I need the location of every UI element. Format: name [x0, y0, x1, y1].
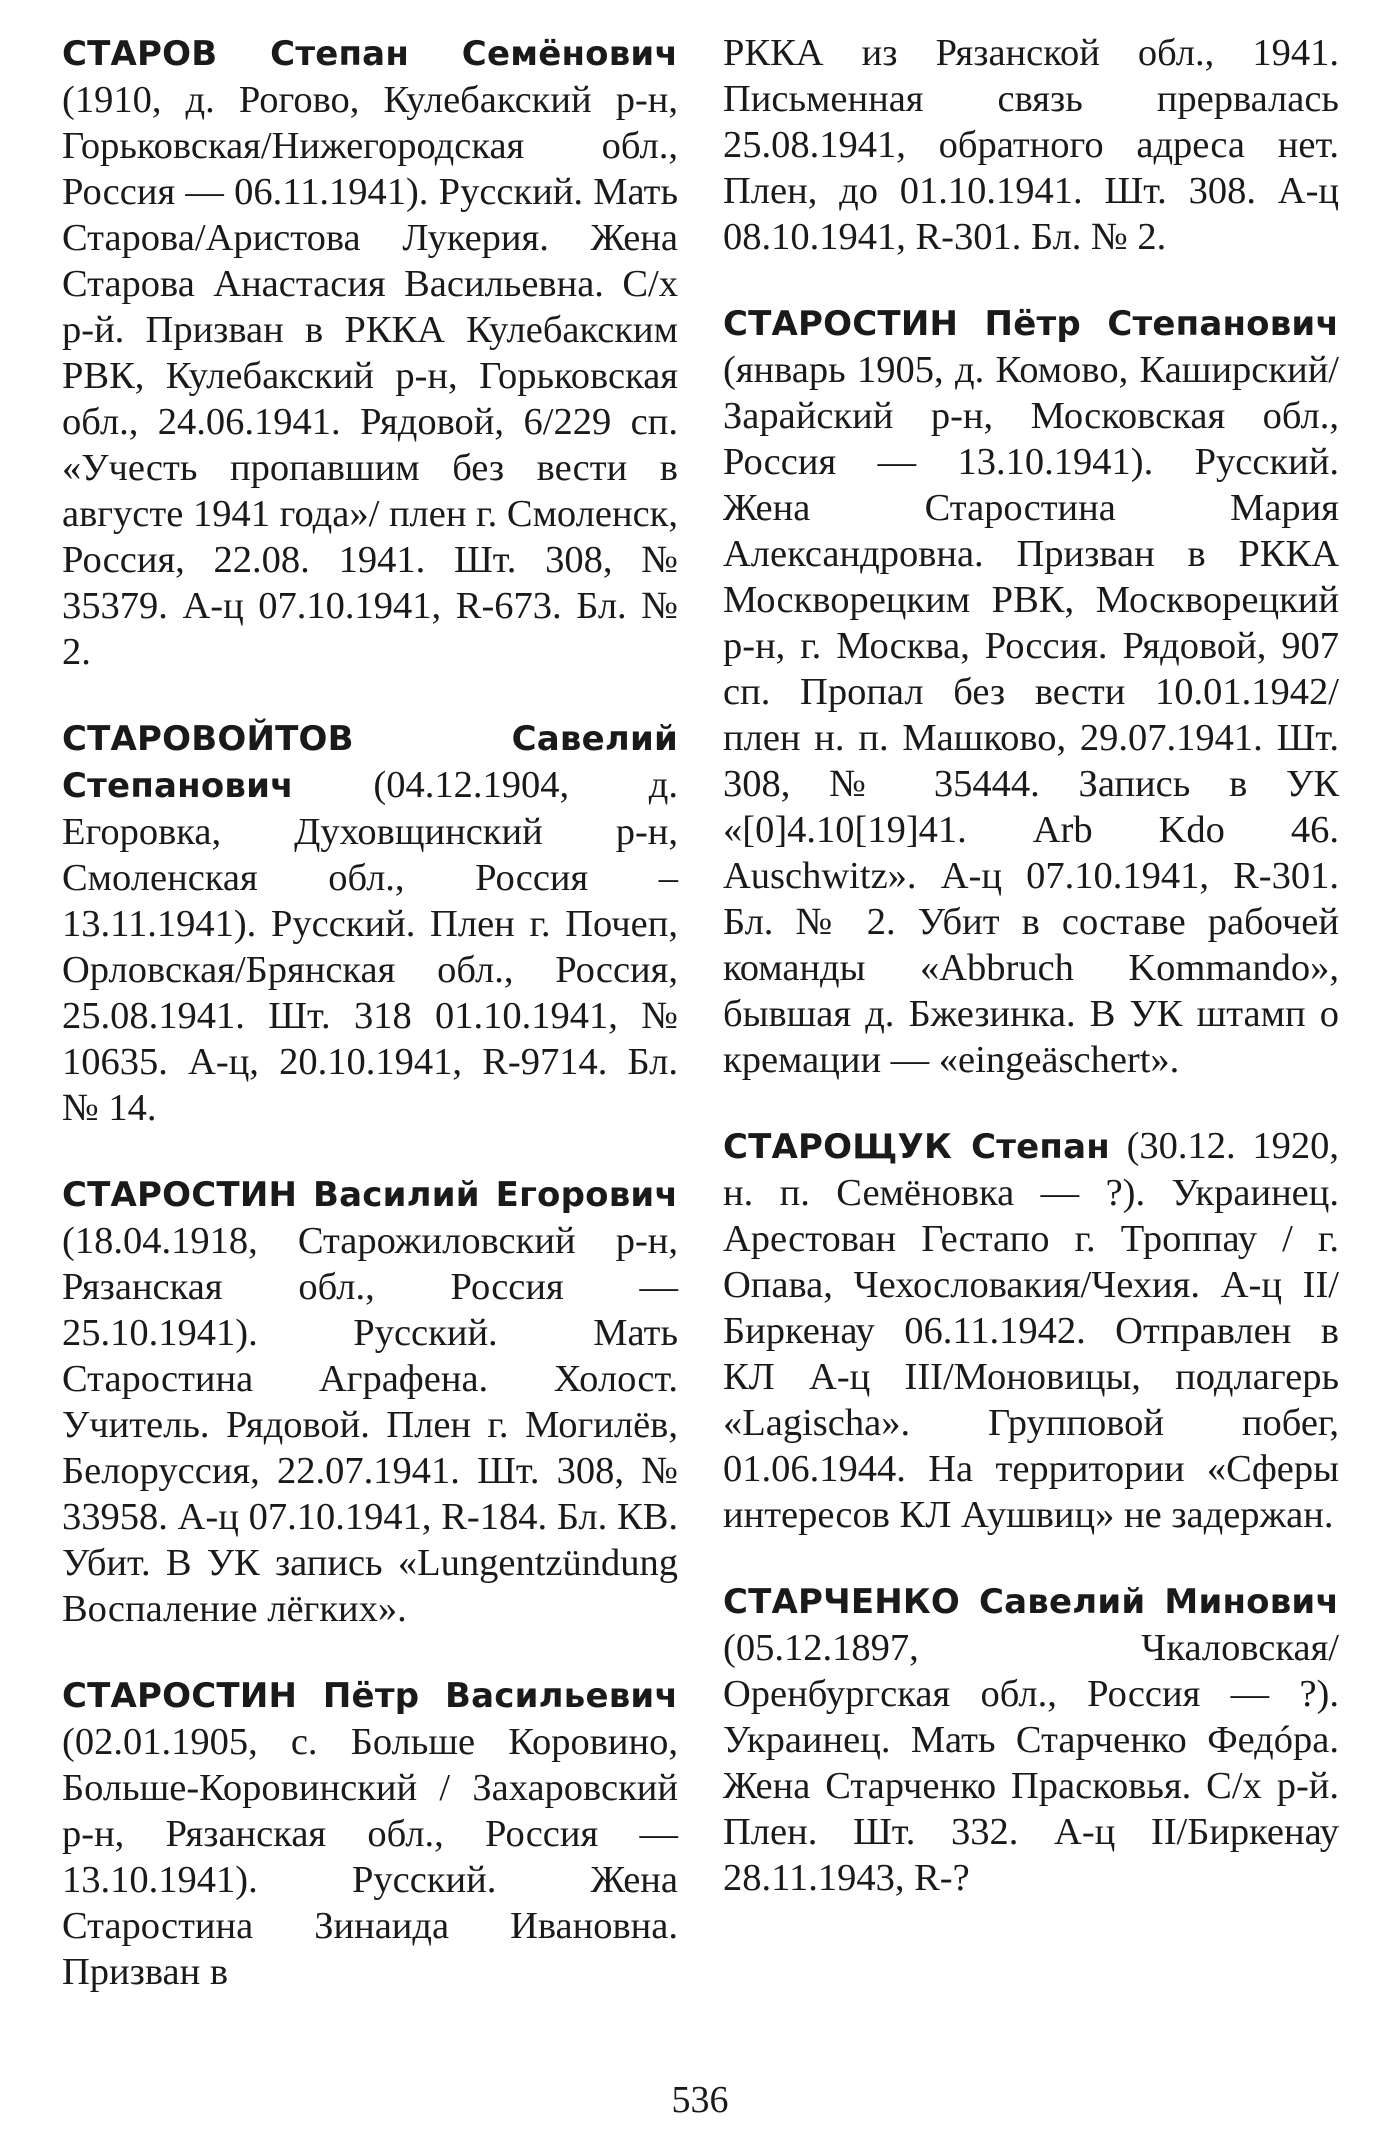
entry-staroshchuk-stepan — [723, 1123, 1339, 1538]
entry-name: СТАРОСТИН Пётр Степанович — [723, 304, 1339, 344]
entry-starostin-petr-vasilyevich — [62, 1672, 678, 1995]
entry-name: СТАРОВ Степан Семёнович — [62, 34, 678, 74]
entry-name: СТАРОВОЙТОВ Савелий Степанович — [62, 719, 678, 806]
entry-starovoytov-saveliy — [62, 715, 678, 1131]
entry-text: (05.12.1897, Чкаловская/ Оренбургская обл., Россия — ?). Украинец. Мать Старченко Федóра. Жена Старченко Прасковья. С/х р-й. Плен. Шт. 332. А-ц II/Биркенау 28.11.1943, R-? — [723, 1627, 1339, 1899]
entry-starchenko-saveliy — [723, 1578, 1339, 1901]
left-column — [62, 30, 678, 2035]
entry-starostin-petr-stepanovich — [723, 300, 1339, 1083]
entry-text: (02.01.1905, с. Больше Коровино, Больше-Коровинский / Захаровский р-н, Рязанская обл., Россия — 13.10.1941). Русский. Жена Старостина Зинаида Ивановна. Призван в — [62, 1721, 678, 1993]
entry-starostin-vasiliy — [62, 1171, 678, 1632]
entry-name: СТАРОЩУК Степан — [723, 1127, 1110, 1167]
entry-name: СТАРЧЕНКО Савелий Минович — [723, 1582, 1339, 1622]
entry-text: (04.12.1904, д. Егоровка, Духовщинский р-н, Смоленская обл., Россия – 13.11.1941). Русский. Плен г. Почеп, Орловская/Брянская обл., Россия, 25.08.1941. Шт. 318 01.10.1941, № 10635. А-ц, 20.10.1941, R-9714. Бл. № 14. — [62, 764, 678, 1129]
entry-starov-stepan — [62, 30, 678, 675]
entry-text: (18.04.1918, Старожиловский р-н, Рязанская обл., Россия — 25.10.1941). Русский. Мать Старостина Аграфена. Холост. Учитель. Рядовой. Плен г. Могилёв, Белоруссия, 22.07.1941. Шт. 308, № 33958. А-ц 07.10.1941, R-184. Бл. КВ. Убит. В УК запись «Lungentzündung Воспаление лёгких». — [62, 1220, 678, 1630]
entry-text: (январь 1905, д. Комово, Каширский/Зарайский р-н, Московская обл., Россия — 13.10.1941). Русский. Жена Старостина Мария Александровна. Призван в РККА Москворецким РВК, Москворецкий р-н, г. Москва, Россия. Рядовой, 907 сп. Пропал без вести 10.01.1942/ плен н. п. Машково, 29.07.1941. Шт. 308, № 35444. Запись в УК «[0]4.10[19]41. Arb Kdo 46. Auschwitz». А-ц 07.10.1941, R-301. Бл. № 2. Убит в составе рабочей команды «Abbruch Kommando», бывшая д. Бжезинка. В УК штамп о кремации — «eingeäschert». — [723, 349, 1339, 1081]
entry-text: РККА из Рязанской обл., 1941. Письменная связь прервалась 25.08.1941, обратного адреса нет. Плен, до 01.10.1941. Шт. 308. А-ц 08.10.1941, R-301. Бл. № 2. — [723, 32, 1339, 258]
entry-text: (1910, д. Рогово, Кулебакский р-н, Горьковская/Нижегородская обл., Россия — 06.11.1941). Русский. Мать Старова/Аристова Лукерия. Жена Старова Анастасия Васильевна. С/х р-й. Призван в РККА Кулебакским РВК, Кулебакский р-н, Горьковская обл., 24.06.1941. Рядовой, 6/229 сп. «Учесть пропавшим без вести в августе 1941 года»/ плен г. Смоленск, Россия, 22.08. 1941. Шт. 308, № 35379. А-ц 07.10.1941, R-673. Бл. № 2. — [62, 79, 678, 673]
entry-text: (30.12. 1920, н. п. Семёновка — ?). Украинец. Арестован Гестапо г. Троппау / г. Опава, Чехословакия/Чехия. А-ц II/Биркенау 06.11.1942. Отправлен в КЛ А-ц III/Моновицы, подлагерь «Lagischa». Групповой побег, 01.06.1944. На территории «Сферы интересов КЛ Аушвиц» не задержан. — [723, 1125, 1340, 1536]
entry-name: СТАРОСТИН Василий Егорович — [62, 1175, 678, 1215]
page-number: 536 — [671, 2079, 729, 2121]
entry-continuation — [723, 30, 1339, 260]
entry-name: СТАРОСТИН Пётр Васильевич — [62, 1676, 678, 1716]
right-column — [723, 30, 1339, 1941]
